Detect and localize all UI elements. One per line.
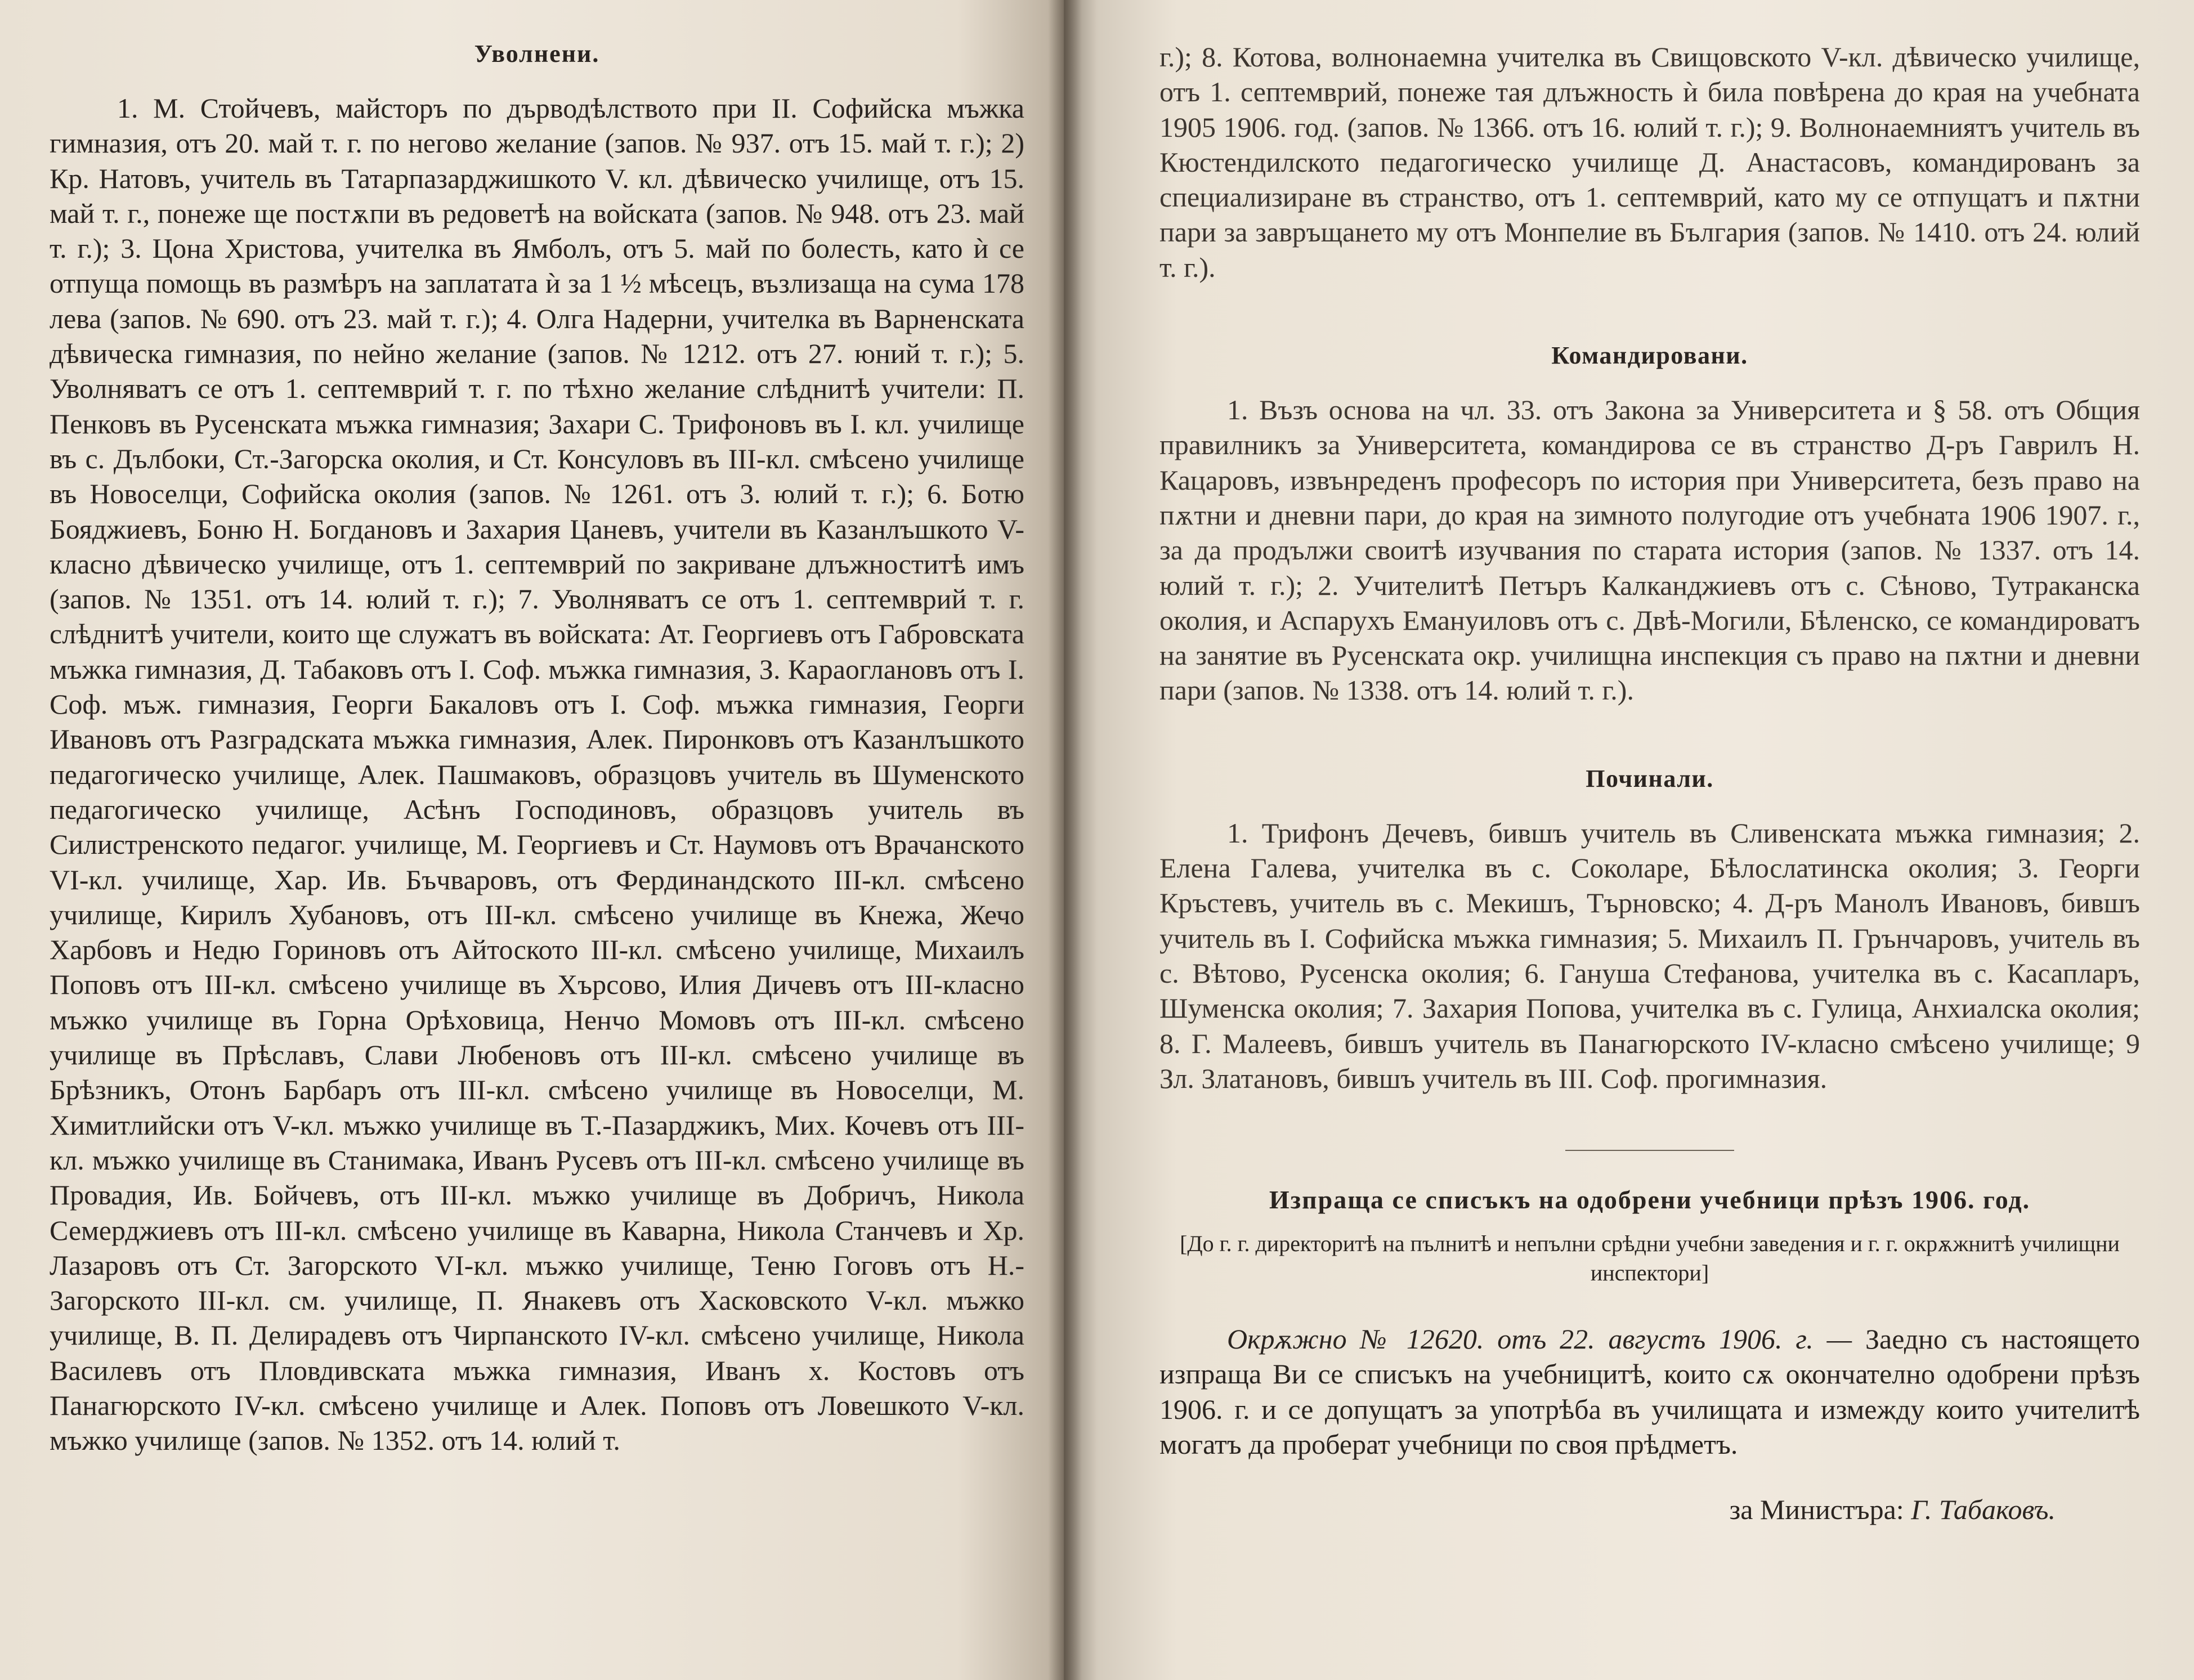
book-gutter [1048, 0, 1082, 1680]
continuation-paragraph: г.); 8. Котова, волнонаемна учителка въ Свищовското V-кл. дѣвическо училище, отъ 1. септемврий, понеже тая длъжность ѝ била повѣрена до края на учебната 1905 1906. год. (запов. № 1366. отъ 16. юлий т. г.); 9. Волнонаемниятъ учитель въ Кюстендилското педагогическо училище Д. Анастасовъ, командированъ за специализиране въ странство, отъ 1. септемврий, като му се отпущатъ и пѫтни пари за завръщането му отъ Монпелие въ България (запов. № 1410. отъ 24. юлий т. г.). [1159, 41, 2140, 283]
signature-name: Г. Табаковъ. [1911, 1494, 2056, 1526]
circular-addressees: [До г. г. директоритѣ на пълнитѣ и непълни срѣдни учебни заведения и г. г. окрѫжнитѣ училищни инспектори] [1180, 1231, 2120, 1286]
section-heading-deceased: Починали. [1586, 764, 1714, 792]
circular-reference: Окрѫжно № 12620. отъ 22. августъ 1906. г. — [1227, 1323, 1852, 1355]
left-page [0, 0, 1064, 1680]
commissioned-paragraph: 1. Възъ основа на чл. 33. отъ Закона за Университета и § 58. отъ Общия правилникъ за Университета, командирова се въ странство Д-ръ Гаврилъ Н. Кацаровъ, извънреденъ професоръ по история при Университета, безъ право на пѫтни и дневни пари, до края на зимното полугодие отъ учебната 1906 1907. г., за да продължи своитѣ изучвания по старата история (запов. № 1337. отъ 14. юлий т. г.); 2. Учителитѣ Петъръ Калканджиевъ отъ с. Сѣново, Тутраканска околия, и Аспарухъ Емануиловъ отъ с. Двѣ-Могили, Бѣленско, се командироватъ на занятие въ Русенската окр. училищна инспекция съ право на пѫтни и дневни пари (запов. № 1338. отъ 14. юлий т. г.). [1159, 394, 2140, 706]
circular-paragraph [1159, 1321, 2140, 1462]
deceased-paragraph: 1. Трифонъ Дечевъ, бившъ учитель въ Сливенската мъжка гимназия; 2. Елена Галева, учителка въ с. Соколаре, Бѣлослатинска околия; 3. Георги Кръстевъ, учитель въ с. Мекишъ, Търновско; 4. Д-ръ Манолъ Ивановъ, бившъ учитель въ I. Софийска мъжка гимназия; 5. Михаилъ П. Грънчаровъ, учитель въ с. Вѣтово, Русенска околия; 6. Гануша Стефанова, учителка въ с. Касапларъ, Шуменска околия; 7. Захария Попова, учителка въ с. Гулица, Анхиалска околия; 8. Г. Малеевъ, бившъ учитель въ Панагюрското IV-класно смѣсено училище; 9 Зл. Златановъ, бившъ учитель въ III. Соф. прогимназия. [1159, 817, 2140, 1094]
circular-body: Заедно съ настоящето изпраща Ви се списъкъ на учебницитѣ, които сѫ окончателно одобрени прѣзъ 1906. г. и се допущатъ за употрѣба въ училищата и измежду които учителитѣ могатъ да проберат учебници по своя прѣдметъ. [1159, 1323, 2140, 1461]
section-divider [1565, 1150, 1734, 1151]
right-page [1064, 0, 2194, 1680]
section-heading-dismissed: Уволнени. [474, 40, 600, 68]
section-heading-commissioned: Командировани. [1551, 342, 1748, 370]
circular-heading: Изпраща се списъкъ на одобрени учебници прѣзъ 1906. год. [1269, 1185, 2031, 1215]
dismissed-paragraph: 1. М. Стойчевъ, майсторъ по дърводѣлството при II. Софийска мъжка гимназия, отъ 20. май т. г. по негово желание (запов. № 937. отъ 15. май т. г.); 2) Кр. Натовъ, учитель въ Татарпазарджишкото V. кл. дѣвическо училище, отъ 15. май т. г., понеже ще постѫпи въ редоветѣ на войската (запов. № 948. отъ 23. май т. г.); 3. Цона Христова, учителка въ Ямболъ, отъ 5. май по болесть, като ѝ се отпуща помощь въ размѣръ на заплатата ѝ за 1 ½ мѣсецъ, възлизаща на сума 178 лева (запов. № 690. отъ 23. май т. г.); 4. Олга Надерни, учителка въ Варненската дѣвическа гимназия, по нейно желание (запов. № 1212. отъ 27. юний т. г.); 5. Уволняватъ се отъ 1. септемврий т. г. по тѣхно желание слѣднитѣ учители: П. Пенковъ въ Русенската мъжка гимназия; Захари С. Трифоновъ въ I. кл. училище въ с. Дълбоки, Ст.-Загорска околия, и Ст. Консуловъ въ III-кл. смѣсено училище въ Новоселци, Софийска околия (запов. № 1261. отъ 3. юлий т. г.); 6. Ботю Бояджиевъ, Боню Н. Богдановъ и Захария Цаневъ, учители въ Казанлъшкото V-класно дѣвическо училище, отъ 1. септемврий по закриване длъжноститѣ имъ (запов. № 1351. отъ 14. юлий т. г.); 7. Уволняватъ се отъ 1. септемврий т. г. слѣднитѣ учители, които ще служатъ въ войската: Ат. Георгиевъ отъ Габровската мъжка гимназия, Д. Табаковъ отъ I. Соф. мъжка гимназия, З. Караоглановъ отъ I. Соф. мъж. гимназия, Георги Бакаловъ отъ I. Соф. мъжка гимназия, Георги Ивановъ отъ Разградската мъжка гимназия, Алек. Пиронковъ отъ Казанлъшкото педагогическо училище, Алек. Пашмаковъ, образцовъ учитель въ Шуменското педагогическо училище, Асѣнъ Господиновъ, образцовъ учитель въ Силистренското педагог. училище, М. Георгиевъ и Ст. Наумовъ отъ Врачанското VI-кл. училище, Хар. Ив. Бъчваровъ, отъ Фердинандското III-кл. смѣсено училище, Кирилъ Хубановъ, отъ III-кл. смѣсено училище въ Кнежа, Жечо Харбовъ и Недю Гориновъ отъ Айтоското III-кл. смѣсено училище, Михаилъ Поповъ отъ III-кл. смѣсено училище въ Хърсово, Илия Дичевъ отъ III-класно мъжко училище въ Горна Орѣховица, Ненчо Момовъ отъ III-кл. смѣсено училище въ Прѣславъ, Слави Любеновъ отъ III-кл. смѣсено училище въ Брѣзникъ, Отонъ Барбаръ отъ III-кл. смѣсено училище въ Новоселци, М. Химитлийски отъ V-кл. мъжко училище въ Т.-Пазарджикъ, Мих. Кочевъ отъ III-кл. мъжко училище въ Станимака, Иванъ Русевъ отъ III-кл. смѣсено училище въ Провадия, Ив. Бойчевъ, отъ III-кл. мъжко училище въ Добричъ, Никола Семерджиевъ отъ III-кл. смѣсено училище въ Каварна, Никола Станчевъ и Хр. Лазаровъ отъ Ст. Загорското VI-кл. мъжко училище, Теню Гоговъ отъ Н.-Загорското III-кл. см. училище, П. Янакевъ отъ Хасковското V-кл. мъжко училище, В. П. Делирадевъ отъ Чирпанското IV-кл. смѣсено училище, Никола Василевъ отъ Пловдивската мъжка гимназия, Иванъ х. Костовъ отъ Панагюрското IV-кл. смѣсено училище и Алек. Поповъ отъ Ловешкото V-кл. мъжко училище (запов. № 1352. отъ 14. юлий т. [50, 92, 1024, 1457]
signature [1159, 1493, 2140, 1526]
signature-label: за Министъра: [1729, 1494, 1904, 1526]
